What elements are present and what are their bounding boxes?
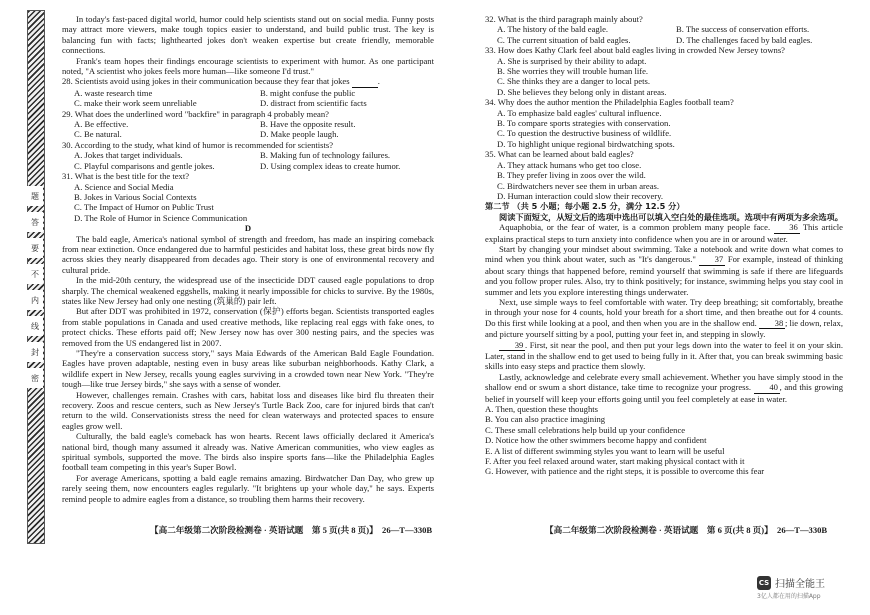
section-label: D bbox=[244, 223, 252, 234]
cloze-text: For example, instead of thinking about scary things that happened before, remind yourself that swimming is safe if there are lifeguards and you follow proper rules. Also, try to think positively; for instance, swimming helps you stay cool in summer and lets you explore interesting things underwater. bbox=[485, 254, 843, 297]
option-c: C. make their work seem unreliable bbox=[74, 98, 197, 109]
margin-label: 题 bbox=[27, 186, 43, 206]
question-31 bbox=[62, 171, 434, 223]
cloze-text: . First, sit near the pool, and then put your legs down into the water to feel it on your skin. Later, stand in the shallow end to get used to being fully in it. After that, you can break swimming basic skills into easy steps and practice them slowly. bbox=[485, 339, 843, 372]
question-stem: 29. What does the underlined word "backfire" in paragraph 4 probably mean? bbox=[62, 108, 329, 119]
margin-label: 答 bbox=[27, 212, 43, 232]
choice-e: E. A list of different swimming styles you want to learn will be useful bbox=[485, 445, 725, 456]
question-stem: 28. Scientists avoid using jokes in their communication because they fear that jokes bbox=[62, 76, 350, 87]
question-stem: 30. According to the study, what kind of humor is recommended for scientists? bbox=[62, 139, 334, 150]
margin-label: 内 bbox=[27, 290, 43, 310]
question-stem: 32. What is the third paragraph mainly about? bbox=[485, 14, 643, 24]
passage-paragraph: In today's fast-paced digital world, humor could help scientists stand out on social media. Funny posts may attract more viewers, make tough topics easier to understand, and build public trust. The key is balancing fun with facts; lighthearted jokes don't weaken expertise but create friendly, memorable connections. bbox=[62, 14, 434, 56]
cloze-text: Start by changing your mindset about swimming. Take a notebook and write down what comes to mind when you think about water, such as "It's dangerous." bbox=[485, 243, 843, 265]
option-a: A. They attack humans who get too close. bbox=[497, 159, 642, 170]
option-b: B. Jokes in Various Social Contexts bbox=[74, 191, 197, 202]
cloze-paragraph bbox=[485, 340, 843, 372]
section-instructions: 阅读下面短文，从短文后的选项中选出可以填入空白处的最佳选项。选项中有两项为多余选项。 bbox=[499, 211, 843, 222]
question-29 bbox=[62, 109, 434, 140]
choice-g: G. However, with patience and the right steps, it is possible to overcome this fear bbox=[485, 466, 765, 477]
cloze-text: , and this growing belief in yourself will keep your efforts going until you feel completely at ease in water. bbox=[485, 382, 844, 404]
choice-d: D. Notice how the other swimmers become happy and confident bbox=[485, 435, 707, 446]
question-stem-end: . bbox=[377, 76, 380, 87]
option-d: D. The Role of Humor in Science Communication bbox=[74, 212, 248, 223]
option-c: C. Birdwatchers never see them in urban areas. bbox=[497, 180, 660, 191]
option-d: D. The challenges faced by bald eagles. bbox=[676, 34, 813, 45]
cloze-text: ; lie down, relax, and picture yourself sitting by a pool, putting your feet in, and stepping in slowly. bbox=[485, 317, 843, 340]
option-a: A. She is surprised by their ability to adapt. bbox=[497, 55, 647, 66]
option-b: B. might confuse the public bbox=[260, 87, 356, 98]
question-34 bbox=[485, 97, 843, 149]
passage-paragraph: Culturally, the bald eagle's comeback has won hearts. Recent laws officially declared it America's national bird, though many assumed it already was. Native American communities, who view eagles as spiritual symbols, supported the move. The birds also inspire sports fans—like the Philadelphia Eagles football team competing in this year's Super Bowl. bbox=[62, 431, 434, 473]
page-footer: 【高二年级第二次阶段检测卷 · 英语试题 第 5 页(共 8 页)】 26—T—330B bbox=[150, 525, 433, 535]
choice-f: F. After you feel relaxed around water, start making physical contact with it bbox=[485, 456, 745, 467]
option-b: B. They prefer living in zoos over the wild. bbox=[497, 170, 646, 181]
question-stem: 34. Why does the author mention the Philadelphia Eagles football team? bbox=[485, 97, 734, 108]
cloze-blank-38: 38 bbox=[759, 318, 785, 329]
option-a: A. Jokes that target individuals. bbox=[74, 150, 183, 161]
passage-paragraph: However, challenges remain. Crashes with cars, habitat loss and diseases like bird flu threaten their recovery. Zoos and rescue centers, such as New Jersey's Turtle Back Zoo, care for injured birds that can't return to the wild. Conservationists stress the need for clean waterways and protected spaces to ensure eagles grow well. bbox=[62, 389, 434, 431]
option-c: C. Be natural. bbox=[74, 129, 122, 140]
right-page-column bbox=[485, 14, 843, 477]
left-page-column bbox=[62, 14, 434, 504]
option-b: B. The success of conservation efforts. bbox=[676, 24, 810, 35]
cloze-choices bbox=[485, 404, 843, 477]
option-c: C. The current situation of bald eagles. bbox=[497, 34, 631, 45]
margin-label: 不 bbox=[27, 264, 43, 284]
passage-paragraph: But after DDT was prohibited in 1972, conservation (保护) efforts began. Scientists transported eagles from stable populations in Canada and used creative methods, like replacing real eggs with fake ones, to protect chicks. These efforts paid off; New Jersey now has over 300 nesting pairs, and the species was removed from the US endangered list in 2007. bbox=[62, 306, 434, 348]
option-c: C. The Impact of Humor on Public Trust bbox=[74, 202, 214, 213]
cloze-text: Lastly, acknowledge and celebrate every small achievement. Whether you have simply stood in the shallow end or swum a short distance, take time to recognize your progress. bbox=[485, 371, 843, 393]
question-30 bbox=[62, 140, 434, 171]
passage-paragraph: "They're a conservation success story," says Maia Edwards of the American Bald Eagle Foundation. Eagles have proven adaptable, nesting even in busy areas like suburban neighborhoods. Kathy Clark, a wildlife expert in New Jersey, recalls young eagles surviving in a crowded town near New York. "They're tough—like true Jersey birds," she says with a sense of wonder. bbox=[62, 348, 434, 390]
scanner-watermark bbox=[757, 575, 825, 590]
question-35 bbox=[485, 149, 843, 201]
question-stem: 35. What can be learned about bald eagles? bbox=[485, 149, 634, 160]
cloze-paragraph bbox=[485, 372, 843, 404]
margin-label: 封 bbox=[27, 342, 43, 362]
option-d: D. Using complex ideas to create humor. bbox=[260, 160, 401, 171]
option-a: A. The history of the bald eagle. bbox=[497, 24, 609, 35]
option-a: A. waste research time bbox=[74, 87, 153, 98]
cloze-blank-37: 37 bbox=[699, 254, 725, 265]
cloze-blank-36: 36 bbox=[774, 222, 800, 233]
option-d: D. Make people laugh. bbox=[260, 129, 339, 140]
watermark-text: 扫描全能王 bbox=[775, 579, 825, 590]
cloze-blank-40: 40 bbox=[754, 382, 780, 393]
option-c: C. Playful comparisons and gentle jokes. bbox=[74, 160, 215, 171]
cloze-text: Aquaphobia, or the fear of water, is a common problem many people face. bbox=[499, 222, 771, 233]
option-b: B. To compare sports strategies with conservation. bbox=[497, 118, 671, 129]
passage-paragraph: In the mid-20th century, the widespread use of the insecticide DDT caused eagle populations to drop sharply. The chemical weakened eggshells, making it nearly impossible for chicks to survive. By the 1980s, states like New Jersey had only one nesting (筑巢的) pair left. bbox=[62, 275, 434, 306]
cloze-text: Next, use simple ways to feel comfortable with water. Try deep breathing; sit comfortably, breathe in through your nose for 4 counts, hold your breath for a short time, and then breathe out for 4 counts. Do this first while looking at a pool, and then when you are in the shallow end. bbox=[485, 296, 843, 328]
option-b: B. Have the opposite result. bbox=[260, 119, 356, 130]
question-33 bbox=[485, 45, 843, 97]
option-c: C. She thinks they are a danger to local pets. bbox=[497, 76, 650, 87]
margin-label: 线 bbox=[27, 316, 43, 336]
question-32 bbox=[485, 14, 843, 45]
question-stem: 33. How does Kathy Clark feel about bald eagles living in crowded New Jersey towns? bbox=[485, 45, 785, 56]
cloze-text: This article explains practical steps to turn anxiety into confidence when you are in or around water. bbox=[485, 222, 843, 244]
option-c: C. To question the destructive business of wildlife. bbox=[497, 128, 672, 139]
cloze-paragraph bbox=[485, 297, 843, 340]
choice-a: A. Then, question these thoughts bbox=[485, 404, 598, 415]
cloze-paragraph bbox=[485, 244, 843, 297]
option-d: D. To highlight unique regional birdwatching spots. bbox=[497, 138, 675, 149]
choice-c: C. These small celebrations help build up your confidence bbox=[485, 424, 686, 435]
question-stem: 31. What is the best title for the text? bbox=[62, 171, 190, 182]
margin-label: 密 bbox=[27, 368, 43, 388]
cloze-paragraph bbox=[485, 222, 843, 244]
margin-label: 要 bbox=[27, 238, 43, 258]
option-b: B. She worries they will trouble human life. bbox=[497, 66, 649, 77]
camscanner-icon: CS bbox=[757, 576, 771, 590]
watermark-subtext: 3亿人都在用的扫描App bbox=[757, 593, 821, 600]
passage-paragraph: The bald eagle, America's national symbol of strength and freedom, has made an inspiring comeback from near extinction. Once endangered due to harmful pesticides and habitat loss, these great birds now fly across skies they nearly disappeared from decades ago. Their story is one of environmental recovery and cultural pride. bbox=[62, 233, 434, 275]
passage-paragraph: Frank's team hopes their findings encourage scientists to experiment with humor. As one participant noted, "A scientist who jokes feels more human—like someone I'd trust." bbox=[62, 55, 434, 77]
option-a: A. Science and Social Media bbox=[74, 181, 174, 192]
page-footer: 【高二年级第二次阶段检测卷 · 英语试题 第 6 页(共 8 页)】 26—T—330B bbox=[545, 525, 828, 535]
passage-paragraph: For average Americans, spotting a bald eagle remains amazing. Birdwatcher Dan Day, who grew up rarely seeing them, now encounters eagles regularly. "It brightens up your whole day," he says. Experts remind people to admire eagles from a distance, so troubling them harms their recovery. bbox=[62, 472, 434, 504]
option-d: D. Human interaction could slow their recovery. bbox=[497, 190, 664, 201]
option-b: B. Making fun of technology failures. bbox=[260, 150, 391, 161]
cloze-blank-39: 39 bbox=[499, 340, 525, 351]
question-28 bbox=[62, 76, 434, 108]
option-d: D. distract from scientific facts bbox=[260, 98, 367, 109]
answer-blank bbox=[352, 76, 378, 87]
option-d: D. She believes they belong only in distant areas. bbox=[497, 86, 667, 97]
section-title: 第二节 （共 5 小题；每小题 2.5 分，满分 12.5 分） bbox=[485, 201, 685, 212]
option-a: A. Be effective. bbox=[74, 119, 129, 130]
option-a: A. To emphasize bald eagles' cultural influence. bbox=[497, 107, 662, 118]
choice-b: B. You can also practice imagining bbox=[485, 414, 606, 425]
